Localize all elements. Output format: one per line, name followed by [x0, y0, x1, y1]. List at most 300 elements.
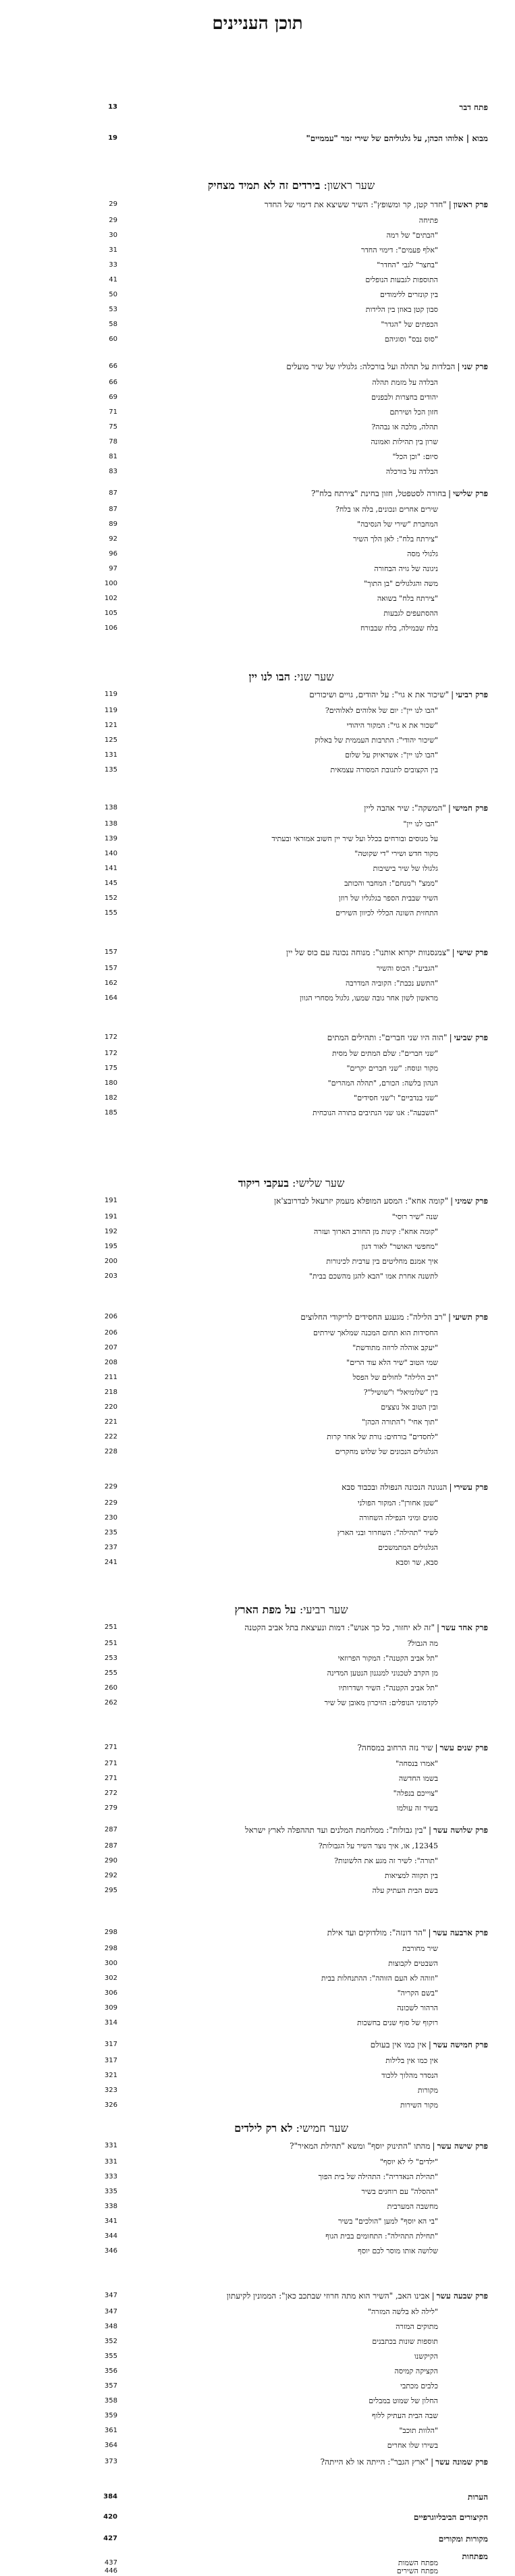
chapter-name: "רב הלילה": מגעגע החסידים לריקודי החלוצים — [300, 1312, 447, 1322]
page-number: 152 — [104, 894, 117, 902]
page-number: 260 — [104, 1684, 117, 1692]
page-number: 271 — [104, 1744, 117, 1751]
page-number: 358 — [104, 2397, 117, 2405]
section-entry — [94, 820, 488, 829]
chapter-title — [127, 2037, 488, 2052]
page-number: 309 — [104, 2004, 117, 2012]
page-number: 228 — [104, 1448, 117, 1455]
page-number: 241 — [104, 1559, 117, 1566]
section-entry — [94, 579, 488, 589]
section-entry — [94, 1049, 488, 1058]
chapter-entry — [94, 486, 488, 501]
entry-title: סוגים ומיני הנפילה השחורה — [359, 1513, 438, 1522]
entry-title: "הבו לנו יין": יום של אלוהים לאלוהים? — [325, 706, 438, 715]
page-number: 302 — [104, 1975, 117, 1982]
chapter-label: פרק חמישי — [452, 803, 488, 813]
section-entry — [94, 320, 488, 329]
entry-title: 12345, או, איך נוצר השיר על הגבולות? — [318, 1842, 438, 1850]
page-number: 317 — [104, 2041, 117, 2048]
chapter-entry — [94, 1925, 488, 1940]
chapter-label: פרק שישה עשר — [437, 2141, 488, 2151]
page-number: 195 — [104, 1243, 117, 1250]
chapter-name: "המשקה": שיר אהבה ליין — [364, 803, 446, 813]
chapter-label: פרק שבעה עשר — [436, 2291, 488, 2301]
part-label: שער רביעי: — [296, 1603, 348, 1616]
entry-title: שרון בין תהילות ואמונה — [371, 437, 438, 446]
section-entry — [94, 2247, 488, 2256]
page-number: 420 — [103, 2513, 117, 2521]
page-number: 138 — [104, 804, 117, 811]
entry-title: "שיכור יהודי": התרבות העממית של באלוק — [315, 736, 438, 745]
chapter-title — [127, 1823, 488, 1837]
page-number: 106 — [104, 624, 117, 632]
part-heading — [94, 1175, 488, 1192]
section-entry — [94, 408, 488, 417]
entry-title: "אמרו בנסחה" — [396, 1759, 438, 1768]
entry-title: מקורות ומקורים — [438, 2534, 488, 2544]
chapter-name: "ארץ הגבר": הייתה או לא הייתה? — [320, 2457, 429, 2467]
entry-title: "השבעה": אנו שני הנתיבים בתורה הנוכחית — [313, 1108, 438, 1117]
entry-title: "אלף פעמים": דימוי החדר — [361, 246, 438, 254]
entry-title: בין "שלומיאל" ו"שושיל"? — [363, 1388, 438, 1397]
page-number: 119 — [104, 707, 117, 714]
page-number: 119 — [104, 691, 117, 698]
entry-title: "קומה אחא": קינות מן החורב הארוך ועזרה — [313, 1227, 438, 1236]
index-entry — [94, 2567, 488, 2576]
page-number: 271 — [104, 1775, 117, 1782]
page-number: 295 — [104, 1887, 117, 1894]
separator: | — [428, 1825, 432, 1835]
entry-title: שלושה אותו מוסר לכם יוסף — [358, 2247, 438, 2255]
chapter-label: פרק ארבעה עשר — [433, 1928, 488, 1937]
chapter-name: "הוה היו שני חברים": ותהילים המתים — [327, 1033, 448, 1042]
entry-title: "צוייכם בנפלה" — [393, 1789, 438, 1798]
chapter-name: הנגונה הנכונה הנפולה ובכבוד סבא — [342, 1482, 448, 1492]
section-entry — [94, 736, 488, 745]
part-label: שער שלישי: — [288, 1177, 345, 1189]
page-number: 326 — [104, 2101, 117, 2109]
section-entry — [94, 1639, 488, 1648]
page-number: 373 — [104, 2458, 117, 2465]
entry-title: תוספות שונות בכתבנים — [372, 2337, 438, 2346]
section-entry — [94, 994, 488, 1003]
entry-title: לשיר "תהילה": השחרור ובני הארץ — [337, 1528, 438, 1537]
section-entry — [94, 305, 488, 315]
page-number: 237 — [104, 1544, 117, 1551]
page-number: 446 — [104, 2567, 117, 2575]
page-number: 207 — [104, 1344, 117, 1351]
page-number: 102 — [104, 595, 117, 602]
entry-title: השבטים לקבוצות — [388, 1959, 438, 1968]
section-entry — [94, 290, 488, 300]
entry-title: "הבו לנו יין": אשראיוק על שלום — [345, 751, 438, 759]
page-number: 192 — [104, 1228, 117, 1235]
separator: | — [431, 2291, 435, 2301]
page-number: 31 — [109, 246, 117, 254]
section-entry — [94, 1513, 488, 1523]
part-label: שער ראשון: — [320, 179, 375, 192]
entry-title: מחשבה המערבית — [387, 2202, 438, 2211]
chapter-title — [127, 1620, 488, 1635]
section-entry — [94, 1108, 488, 1118]
section-entry — [94, 393, 488, 402]
page-number: 121 — [104, 722, 117, 729]
separator: | — [452, 948, 455, 957]
entry-title: סבא, שר וסבא — [396, 1558, 438, 1567]
entry-title: אין כמו אין בלילות — [385, 2056, 438, 2065]
page-number: 30 — [109, 232, 117, 239]
entry-title: הכפתים של "הגדר" — [381, 320, 438, 329]
chapter-name: "זה לא יחזור, כל כך אנוש": דמות ונעיצאת בתל אביב הקטנה — [244, 1623, 435, 1632]
part-title: לא רק לילדים — [234, 2122, 293, 2135]
section-entry — [94, 2157, 488, 2167]
page-number: 83 — [109, 468, 117, 475]
entry-title: בשם הבית העתיק עלה — [372, 1886, 438, 1895]
chapter-label: פרק חמישה עשר — [433, 2040, 488, 2049]
chapter-entry — [94, 2139, 488, 2153]
entry-title: "צירתח בלח" בשואה — [377, 594, 438, 603]
page-number: 141 — [104, 865, 117, 872]
entry-title: "שכור את א גוי": המקור היהודי — [346, 721, 438, 730]
entry-title: ההסתעפים לגבעות — [383, 609, 438, 618]
page-number: 331 — [104, 2158, 117, 2166]
section-entry — [94, 1944, 488, 1954]
entry-title: מפתח השמות — [398, 2558, 438, 2567]
page-number: 338 — [104, 2203, 117, 2210]
page-number: 272 — [104, 1790, 117, 1797]
section-entry — [94, 535, 488, 544]
entry-title: ובין הטוב אל נוצצים — [381, 1403, 438, 1412]
section-entry — [94, 1974, 488, 1983]
section-entry — [94, 216, 488, 225]
entry-title: הרהור לשכונה — [397, 2004, 438, 2012]
front-matter-entry — [94, 101, 488, 113]
page-title: תוכן העניינים — [212, 14, 303, 34]
section-entry — [94, 2396, 488, 2406]
chapter-label: פרק שלישי — [453, 489, 488, 498]
page-number: 172 — [104, 1034, 117, 1041]
page-number: 175 — [104, 1065, 117, 1072]
entry-title: מקור ונוסח: "שני חברים יקרים" — [346, 1064, 438, 1073]
chapter-entry — [94, 2037, 488, 2052]
page-number: 229 — [104, 1483, 117, 1491]
back-matter-entry — [94, 2511, 488, 2523]
entry-title: סיום: "וכן הכל" — [392, 452, 438, 461]
page-number: 58 — [109, 321, 117, 328]
section-entry — [94, 231, 488, 240]
section-entry — [94, 335, 488, 344]
entry-title: מראשון לשון אחר גובה שמעו, גלגול מסחרי הגוון — [300, 994, 438, 1002]
separator: | — [448, 803, 451, 813]
page-number: 125 — [104, 736, 117, 744]
section-entry — [94, 423, 488, 432]
page-number: 287 — [104, 1842, 117, 1850]
entry-title: "מחפשי האושר" לאור דגון — [361, 1242, 438, 1251]
section-entry — [94, 2086, 488, 2095]
page-number: 157 — [104, 965, 117, 972]
page-number: 60 — [109, 336, 117, 343]
entry-title: בשיר זה עולמו — [396, 1804, 438, 1813]
part-label: שער שני: — [290, 670, 334, 683]
section-entry — [94, 1842, 488, 1851]
entry-title: "תל אביב הקטנה": השיר ושדרותיו — [338, 1684, 438, 1692]
section-entry — [94, 964, 488, 973]
page-number: 41 — [109, 276, 117, 284]
section-entry — [94, 2322, 488, 2332]
entry-title: הבלדה על בורכלה — [385, 467, 438, 476]
section-entry — [94, 864, 488, 874]
page-number: 321 — [104, 2072, 117, 2079]
section-entry — [94, 979, 488, 988]
chapter-entry — [94, 1620, 488, 1635]
section-entry — [94, 2441, 488, 2450]
page-number: 344 — [104, 2232, 117, 2240]
page-number: 357 — [104, 2382, 117, 2390]
page-number: 140 — [104, 850, 117, 857]
section-entry — [94, 1358, 488, 1368]
chapter-label: פרק רביעי — [456, 690, 488, 699]
entry-title: "התשע נכבת": הקוביה המדרבה — [345, 979, 438, 988]
entry-title: יהודים בחצרות ולבפנים — [371, 393, 438, 402]
chapter-name: "שיכור את א גוי": על יהודים, גויים ושיכורים — [309, 690, 450, 699]
page-number: 335 — [104, 2188, 117, 2195]
entry-title: משה והגלגולים "בן התוך" — [364, 579, 438, 588]
section-entry — [94, 275, 488, 285]
entry-title: מבוא | אלוהו הכהן, על גלגוליהם של שירי זמר "עממיים" — [306, 134, 488, 143]
entry-title: בשירו שלו אחרים — [387, 2441, 438, 2450]
chapter-name: "בין גבולות": ממלחמת המלנים ועד תההפלה לארץ ישראל — [244, 1825, 427, 1835]
chapter-entry — [94, 1030, 488, 1045]
section-entry — [94, 879, 488, 888]
chapter-title — [127, 1193, 488, 1208]
section-entry — [94, 751, 488, 760]
page-number: 180 — [104, 1079, 117, 1087]
section-entry — [94, 1669, 488, 1678]
page-number: 251 — [104, 1640, 117, 1647]
entry-title: מתוקים המזרה — [396, 2322, 438, 2331]
entry-title: השיר שבבית הספר בגלגליו של רוזן — [338, 894, 438, 903]
chapter-name: "הר דונזה": מולדוקים ועד אילת — [327, 1928, 427, 1937]
section-entry — [94, 909, 488, 918]
entry-title: שבה הבית העתיק ללוף — [372, 2411, 438, 2420]
part-heading — [94, 2120, 488, 2137]
chapter-label: פרק שמיני — [455, 1196, 488, 1206]
section-entry — [94, 1212, 488, 1222]
entry-title: "שטן אחורן": המקור הפולני — [357, 1499, 438, 1507]
separator: | — [431, 2457, 434, 2467]
entry-title: "בי הא יוסף" למען "הולכים" בשיר — [338, 2217, 438, 2226]
page-number: 162 — [104, 980, 117, 987]
part-title: על מפת הארץ — [234, 1603, 296, 1616]
section-entry — [94, 1804, 488, 1813]
section-entry — [94, 1432, 488, 1442]
chapter-title — [127, 197, 488, 212]
chapter-label: פרק שמונה עשר — [435, 2457, 488, 2467]
entry-title: "תל אביב הקטנה": המקור הפרוזאי — [337, 1654, 438, 1663]
page-number: 87 — [109, 506, 117, 513]
entry-title: תהלה, מלכה או נבהה? — [371, 423, 438, 431]
entry-title: גלגולו של שיר בישיבות — [373, 864, 438, 873]
page-number: 66 — [109, 363, 117, 370]
section-entry — [94, 1959, 488, 1968]
chapter-title — [127, 2139, 488, 2153]
entry-title: הנסדר מהלוך ללכוד — [381, 2071, 438, 2080]
front-matter-entry — [94, 132, 488, 144]
page-number: 155 — [104, 909, 117, 917]
section-entry — [94, 1257, 488, 1266]
page-number: 300 — [104, 1960, 117, 1967]
section-entry — [94, 1789, 488, 1798]
chapter-name: "צמנסנוות יקרוא אותנו": מנוחה נכונה עם כוס של יין — [286, 948, 450, 957]
chapter-title — [127, 1925, 488, 1940]
section-entry — [94, 834, 488, 844]
page-number: 427 — [103, 2535, 117, 2542]
entry-title: מפתח השירים — [396, 2567, 438, 2575]
page-number: 364 — [104, 2442, 117, 2449]
section-entry — [94, 594, 488, 603]
page-number: 323 — [104, 2087, 117, 2094]
separator: | — [449, 1033, 452, 1042]
separator: | — [428, 2040, 431, 2049]
page-number: 347 — [104, 2308, 117, 2315]
entry-title: בשמו החדשה — [398, 1774, 438, 1783]
page-number: 298 — [104, 1945, 117, 1952]
separator: | — [432, 2141, 435, 2151]
section-entry — [94, 1272, 488, 1281]
entry-title: על מנוסים ובורחים בכלל ועל שיר יין חשוב אמוראי ובעתיד — [271, 834, 438, 843]
entry-title: סבון קטן באוזן בין הלידות — [365, 305, 438, 314]
section-entry — [94, 1064, 488, 1073]
entry-title: "לילה לא בלשה המזרה" — [367, 2307, 438, 2316]
part-title: בירדים זה לא תמיד מצחיק — [207, 179, 321, 192]
part-heading — [94, 668, 488, 686]
page-number: 145 — [104, 880, 117, 887]
chapter-title — [127, 1740, 488, 1755]
page-number: 298 — [104, 1929, 117, 1936]
entry-title: לתשנה אחרת אמו "הבא להגן מהשכם בבית" — [308, 1272, 438, 1281]
chapter-title — [127, 1480, 488, 1495]
section-entry — [94, 2071, 488, 2081]
entry-title: התחזית השונה הכללי לכיוון השירים — [335, 909, 438, 917]
page-number: 75 — [109, 423, 117, 431]
chapter-label: פרק תשיעי — [453, 1312, 488, 1322]
part-title: הבו לנו יין — [248, 670, 290, 683]
page-number: 262 — [104, 1699, 117, 1707]
entry-title: מפתחות — [462, 2552, 488, 2561]
page-number: 355 — [104, 2353, 117, 2360]
section-entry — [94, 2172, 488, 2182]
section-entry — [94, 2202, 488, 2211]
section-entry — [94, 2411, 488, 2421]
entry-title: "הגביע": הכוס והשיר — [376, 964, 438, 973]
section-entry — [94, 2004, 488, 2013]
chapter-label: פרק ראשון — [453, 200, 488, 209]
page-number: 251 — [104, 1624, 117, 1631]
entry-title: איך אמנם מחליטים בין ערבית לכינורות — [326, 1257, 438, 1266]
page-number: 437 — [104, 2559, 117, 2567]
entry-title: "הלוות תוכב" — [399, 2426, 438, 2435]
section-entry — [94, 1447, 488, 1457]
entry-title: הנהון בלשה: הכורם, "תהלה המהרים" — [327, 1079, 438, 1088]
back-matter-entry — [94, 2491, 488, 2503]
page-number: 384 — [103, 2493, 117, 2500]
page-number: 81 — [109, 453, 117, 460]
chapter-title — [127, 801, 488, 815]
chapter-title — [127, 687, 488, 702]
page-number: 33 — [109, 261, 117, 269]
entry-title: בין קונזרים ללימודים — [379, 290, 438, 299]
page-number: 346 — [104, 2247, 117, 2255]
section-entry — [94, 1388, 488, 1397]
page-number: 69 — [109, 394, 117, 401]
page-number: 105 — [104, 610, 117, 617]
entry-title: "שני בנדביים" ו"שני חסידים" — [354, 1094, 438, 1102]
chapter-title — [127, 2454, 488, 2469]
page-number: 211 — [104, 1374, 117, 1381]
entry-title: הקיצורים הביבליוגרפיים — [413, 2513, 488, 2522]
section-entry — [94, 609, 488, 618]
chapter-name: אין כמו אין בעולם — [370, 2040, 427, 2049]
page-number: 185 — [104, 1109, 117, 1117]
entry-title: הערות — [468, 2492, 488, 2502]
chapter-entry — [94, 687, 488, 702]
entry-title: "וזוהה לא העם הזוהה": ההתנחלות בבית — [321, 1974, 438, 1983]
entry-title: "בחצר" לגבי "החדר" — [377, 261, 438, 269]
chapter-entry — [94, 1823, 488, 1837]
entry-title: שירים אחרים ונכונים, בלה או בלח? — [335, 505, 438, 514]
section-entry — [94, 452, 488, 462]
entry-title: החלון של שמוט במבלים — [369, 2396, 438, 2405]
page-number: 220 — [104, 1403, 117, 1411]
page-number: 29 — [109, 217, 117, 224]
chapter-name: "חדר קטן, קר ומשופץ": השיר ששיצא את דימוי של החדר — [264, 200, 447, 209]
section-entry — [94, 766, 488, 775]
entry-title: "בשם הקריה" — [397, 1989, 438, 1997]
chapter-entry — [94, 1740, 488, 1755]
entry-title: גלגולי מסה — [407, 549, 438, 558]
page-number: 29 — [109, 200, 117, 208]
page-number: 135 — [104, 766, 117, 774]
entry-title: "ממצ" ו"מנחם": המחבר והכותב — [344, 879, 438, 888]
entry-title: החסידות הוא תחום המכנה שמלאך שירתים — [313, 1329, 438, 1337]
section-entry — [94, 1759, 488, 1769]
entry-title: התוספות לגבעות הנופלים — [365, 275, 438, 284]
section-entry — [94, 1343, 488, 1353]
chapter-entry — [94, 1193, 488, 1208]
section-entry — [94, 1242, 488, 1252]
section-entry — [94, 706, 488, 716]
section-entry — [94, 1094, 488, 1103]
entry-title: "תוך אחי" ו"התורה הכהן" — [362, 1418, 438, 1426]
page-number: 97 — [109, 565, 117, 572]
entry-title: מקור חדש ושירי "די שקוטה" — [354, 849, 438, 858]
section-entry — [94, 2232, 488, 2241]
entry-title: "הבו לנו יין" — [403, 820, 438, 828]
chapter-title — [127, 945, 488, 960]
page-number: 66 — [109, 379, 117, 386]
section-entry — [94, 2337, 488, 2346]
chapter-name: בחורה לסטפטל, חזון בחינת "צירתח בלח"? — [311, 489, 447, 498]
section-entry — [94, 849, 488, 859]
section-entry — [94, 246, 488, 255]
entry-title: "תהילת הנאדריה": התהילה של בית הפוך — [318, 2172, 438, 2181]
entry-title: הגלגולים המתמשכים — [378, 1543, 438, 1552]
page-number: 71 — [109, 408, 117, 416]
page-number: 157 — [104, 948, 117, 956]
page-number: 230 — [104, 1514, 117, 1522]
separator: | — [450, 1196, 454, 1206]
page-number: 221 — [104, 1418, 117, 1426]
